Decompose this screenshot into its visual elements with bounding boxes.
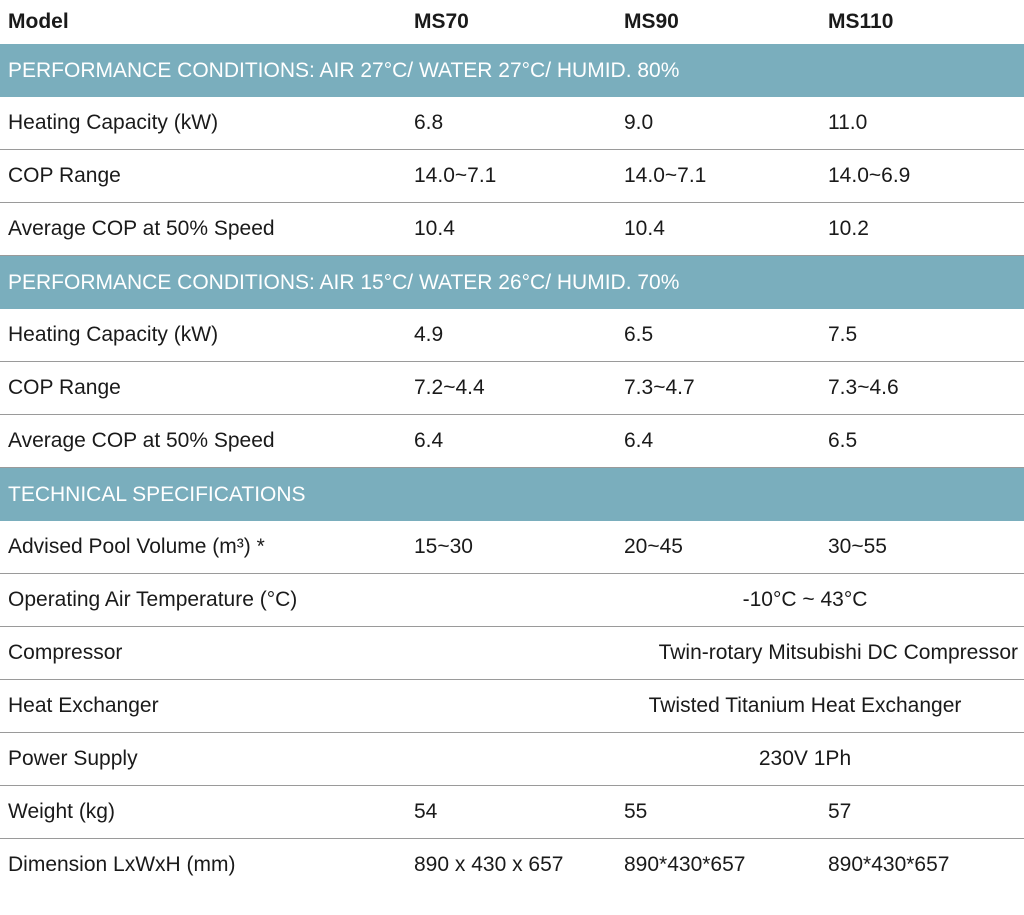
cell-ms90: 9.0 (616, 97, 820, 150)
cell-ms90: 20~45 (616, 521, 820, 574)
table-row (0, 733, 1024, 786)
cell-ms110: 7.3~4.6 (820, 362, 1024, 415)
cell-ms110: 890*430*657 (828, 853, 950, 876)
row-label: COP Range (0, 150, 406, 203)
model-header: Model (8, 10, 69, 33)
shared-value-cell: Twisted Titanium Heat Exchanger (406, 680, 1024, 733)
cell-ms70: 7.2~4.4 (406, 362, 616, 415)
cell-ms90: 55 (616, 786, 820, 839)
row-label: COP Range (0, 362, 406, 415)
cell-ms110: 11.0 (820, 97, 1024, 150)
table-row (0, 680, 1024, 733)
shared-value-cell: Twin-rotary Mitsubishi DC Compressor (406, 627, 1024, 680)
table-row (0, 627, 1024, 680)
section-title: TECHNICAL SPECIFICATIONS (0, 468, 1024, 522)
table-row (0, 521, 1024, 574)
table-row (0, 309, 1024, 362)
cell-ms90: 6.5 (616, 309, 820, 362)
model-ms70-header: MS70 (414, 10, 469, 33)
table-row (0, 203, 1024, 256)
row-label: Average COP at 50% Speed (0, 203, 406, 256)
section-title: PERFORMANCE CONDITIONS: AIR 15°C/ WATER 26°C/ HUMID. 70% (0, 256, 1024, 310)
row-label: Power Supply (0, 733, 406, 786)
row-label: Heat Exchanger (0, 680, 406, 733)
table-row (0, 150, 1024, 203)
row-label: Advised Pool Volume (m³) * (0, 521, 406, 574)
section-title: PERFORMANCE CONDITIONS: AIR 27°C/ WATER 27°C/ HUMID. 80% (0, 44, 1024, 97)
cell-ms110: 6.5 (820, 415, 1024, 468)
row-label: Compressor (0, 627, 406, 680)
cell-ms90: 890*430*657 (624, 853, 746, 876)
section-header-row (0, 44, 1024, 97)
header-row (0, 0, 1024, 44)
cell-ms70: 14.0~7.1 (406, 150, 616, 203)
cell-ms70: 10.4 (406, 203, 616, 256)
table-row (0, 415, 1024, 468)
row-label: Heating Capacity (kW) (0, 97, 406, 150)
row-label: Operating Air Temperature (°C) (0, 574, 406, 627)
table-row (0, 362, 1024, 415)
cell-ms70: 15~30 (406, 521, 616, 574)
cell-ms110: 30~55 (820, 521, 1024, 574)
row-label: Average COP at 50% Speed (0, 415, 406, 468)
cell-ms70: 4.9 (406, 309, 616, 362)
table-row (0, 97, 1024, 150)
cell-ms110: 7.5 (820, 309, 1024, 362)
cell-ms110: 57 (820, 786, 1024, 839)
row-label: Heating Capacity (kW) (0, 309, 406, 362)
cell-ms90: 14.0~7.1 (616, 150, 820, 203)
shared-value-cell: -10°C ~ 43°C (406, 574, 1024, 627)
cell-ms70: 54 (406, 786, 616, 839)
cell-ms70: 890 x 430 x 657 (414, 853, 564, 876)
row-label: Weight (kg) (0, 786, 406, 839)
section-header-row (0, 256, 1024, 310)
cell-ms90: 10.4 (616, 203, 820, 256)
table-row (0, 574, 1024, 627)
cell-ms90: 7.3~4.7 (616, 362, 820, 415)
table-row (0, 786, 1024, 839)
cell-ms90: 6.4 (616, 415, 820, 468)
model-ms90-header: MS90 (624, 10, 679, 33)
table-row (0, 839, 1024, 892)
model-ms110-header: MS110 (828, 10, 894, 33)
row-label: Dimension LxWxH (mm) (8, 853, 236, 876)
cell-ms110: 10.2 (820, 203, 1024, 256)
cell-ms70: 6.8 (406, 97, 616, 150)
cell-ms110: 14.0~6.9 (820, 150, 1024, 203)
shared-value-cell: 230V 1Ph (406, 733, 1024, 786)
section-header-row (0, 468, 1024, 522)
cell-ms70: 6.4 (406, 415, 616, 468)
